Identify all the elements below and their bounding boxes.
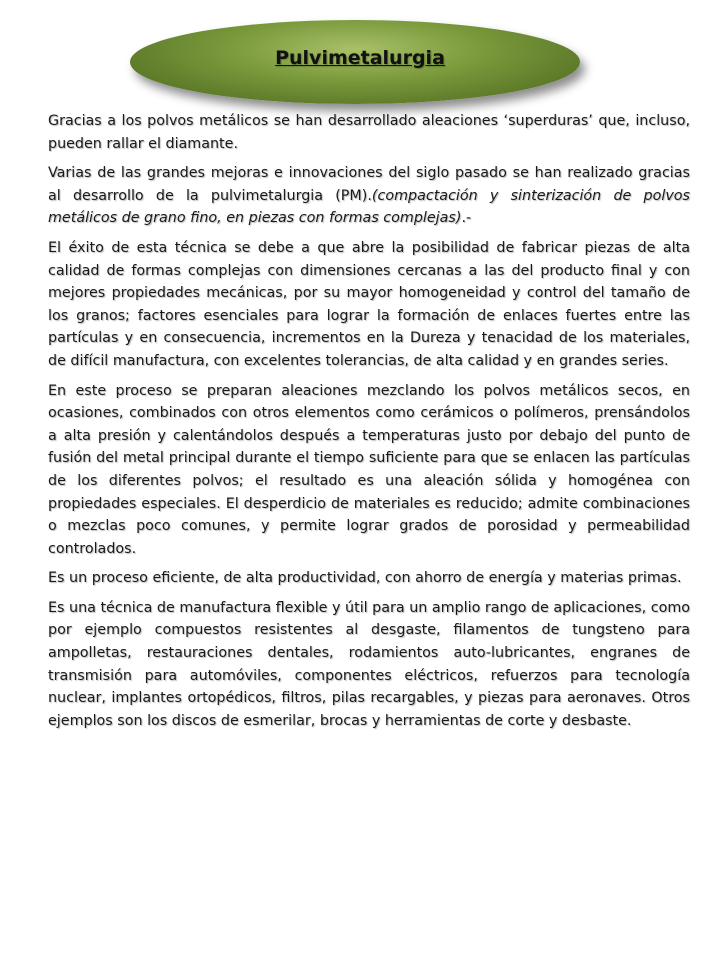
paragraph-proceso: En este proceso se preparan aleaciones mezclando los polvos metálicos secos, en ocasiones, combinados con otros elementos como cerámicos o polímeros, prensándolos a alta presión y calentándolos después a temperaturas justo por debajo del punto de fusión del metal principal durante el tiempo suficiente para que se enlacen las partículas de los diferentes polvos; el resultado es una aleación sólida y homogénea con propiedades especiales. El desperdicio de materiales es reducido; admite combinaciones o mezclas poco comunes, y permite lograr grados de porosidad y permeabilidad controlados. — [48, 382, 690, 557]
paragraph-aplicaciones: Es una técnica de manufactura flexible y útil para un amplio rango de aplicaciones, como por ejemplo compuestos resistentes al desgaste, filamentos de tungsteno para ampolletas, restauraciones dentales, rodamientos auto-lubricantes, engranes de transmisión para automóviles, componentes eléctricos, refuerzos para tecnología nuclear, implantes ortopédicos, filtros, pilas recargables, y piezas para aeronaves. Otros ejemplos son los discos de esmerilar, brocas y herramientas de corte y desbaste. — [48, 599, 691, 729]
document-body — [48, 110, 690, 739]
paragraph-end: .- — [461, 210, 472, 227]
definition-italic: (compactación y sinterización de polvos metálicos de grano fino, en piezas con formas complejas) — [48, 187, 690, 227]
paragraph-exito: El éxito de esta técnica se debe a que abre la posibilidad de fabricar piezas de alta calidad de formas complejas con dimensiones cercanas a las del producto final y con mejores propiedades mecánicas, por su mayor homogeneidad y control del tamaño de los granos; factores esenciales para lograr la formación de enlaces fuertes entre las partículas y en consecuencia, incrementos en la Dureza y tenacidad de los materiales, de difícil manufactura, con excelentes tolerancias, de alta calidad y en grandes series. — [48, 239, 690, 369]
paragraph-text: Varias de las grandes mejoras e innovaciones del siglo pasado se han realizado gracias al desarrollo de la pulvimetalurgia (PM). — [48, 165, 690, 204]
paragraph-superduras: Gracias a los polvos metálicos se han desarrollado aleaciones ‘superduras’ que, incluso, pueden rallar el diamante. — [48, 113, 690, 152]
paragraph-eficiente: Es un proceso eficiente, de alta productividad, con ahorro de energía y materias primas. — [48, 570, 682, 587]
paragraph-pulvimetalurgia — [48, 162, 690, 230]
page-title: Pulvimetalurgia — [275, 47, 445, 69]
